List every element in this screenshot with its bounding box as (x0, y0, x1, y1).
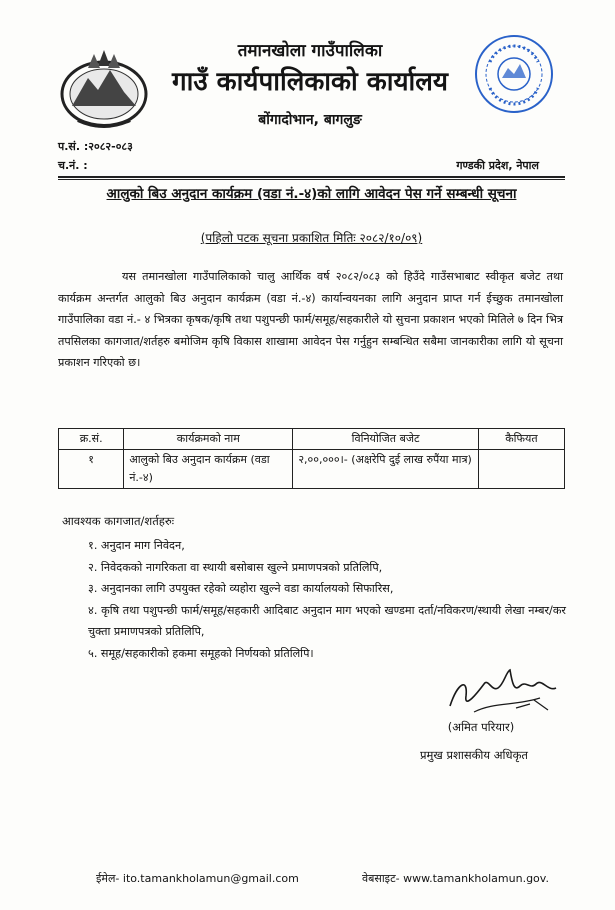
column-header: कैफियत (478, 429, 564, 450)
footer-website: वेबसाइट- www.tamankholamun.gov. (362, 872, 549, 885)
province-label: गण्डकी प्रदेश, नेपाल (456, 159, 539, 172)
table-cell: २,००,०००।- (अक्षरेपि दुई लाख रुपैंया मात्र) (293, 450, 479, 489)
program-table (58, 428, 565, 489)
requirements-list (88, 535, 566, 664)
table-row (59, 450, 565, 489)
table-header-row (59, 429, 565, 450)
publication-date: (पहिलो पटक सूचना प्रकाशित मितिः २०८२/१०/०९) (200, 231, 423, 245)
list-item: २. निवेदकको नागरिकता वा स्थायी बसोबास खुल्ने प्रमाणपत्रको प्रतिलिपि, (88, 560, 383, 574)
reference-number: प.सं. :२०८२-०८३ (58, 140, 133, 153)
list-item: ५. समूह/सहकारीको हकमा समूहको निर्णयको प्रतिलिपि। (88, 646, 314, 660)
signatory-name: (अमित परियार) (447, 720, 515, 734)
list-item: ४. कृषि तथा पशुपन्छी फार्म/समूह/सहकारी आदिबाट अनुदान माग भएको खण्डमा दर्ता/नविकरण/स्थायी लेखा नम्बर/कर चुक्ता प्रमाणपत्रको प्रतिलिपि, (88, 603, 566, 638)
office-title: गाउँ कार्यपालिकाको कार्यालय (172, 67, 448, 97)
signatory-title: प्रमुख प्रशासकीय अधिकृत (420, 748, 528, 762)
list-item: १. अनुदान माग निवेदन, (88, 539, 185, 552)
header-divider (58, 176, 565, 178)
column-header: कार्यक्रमको नाम (124, 429, 293, 450)
footer-email: ईमेल- ito.tamankholamun@gmail.com (96, 872, 299, 885)
notice-body: यस तमानखोला गाउँपालिकाको चालु आर्थिक वर्ष २०८२/०८३ को हिउँदे गाउँसभाबाट स्वीकृत बजेट तथा कार्यक्रम अन्तर्गत आलुको बिउ अनुदान कार्यक्रम (वडा नं.-४) कार्यान्वयनका लागि अनुदान प्राप्त गर्न ईच्छुक तमानखोला गाउँपालिका वडा नं.- ४ भित्रका कृषक/कृषि तथा पशुपन्छी फार्म/समूह/सहकारीले यो सुचना प्रकाशन भएको मितिले ७ दिन भित्र तपसिलका कागजात/शर्तहरु बमोजिम कृषि विकास शाखामा आवेदन पेस गर्नुहुन सम्बन्धित सबैमा जानकारीका लागि यो सूचना प्रकाशन गरिएको छ। (58, 270, 563, 369)
list-item: ३. अनुदानका लागि उपयुक्त रहेको व्यहोरा खुल्ने वडा कार्यालयको सिफारिस, (88, 582, 394, 595)
municipality-name: तमानखोला गाउँपालिका (237, 41, 383, 61)
table-cell (478, 450, 564, 489)
column-header: क्र.सं. (59, 429, 124, 450)
table-cell: १ (59, 450, 124, 489)
notice-title: आलुको बिउ अनुदान कार्यक्रम (वडा नं.-४)को लागि आवेदन पेस गर्ने सम्बन्धी सूचना (106, 186, 517, 202)
municipality-seal-icon (472, 32, 556, 116)
header-divider-thin (58, 179, 565, 180)
column-header: विनियोजित बजेट (293, 429, 479, 450)
requirements-heading: आवश्यक कागजात/शर्तहरुः (62, 514, 175, 528)
office-address: बोंगादोभान, बागलुङ (258, 112, 362, 128)
signature-image (444, 662, 564, 720)
table-cell: आलुको बिउ अनुदान कार्यक्रम (वडा नं.-४) (124, 450, 293, 489)
dispatch-number: च.नं. : (58, 159, 88, 172)
nepal-emblem-icon (58, 44, 150, 130)
